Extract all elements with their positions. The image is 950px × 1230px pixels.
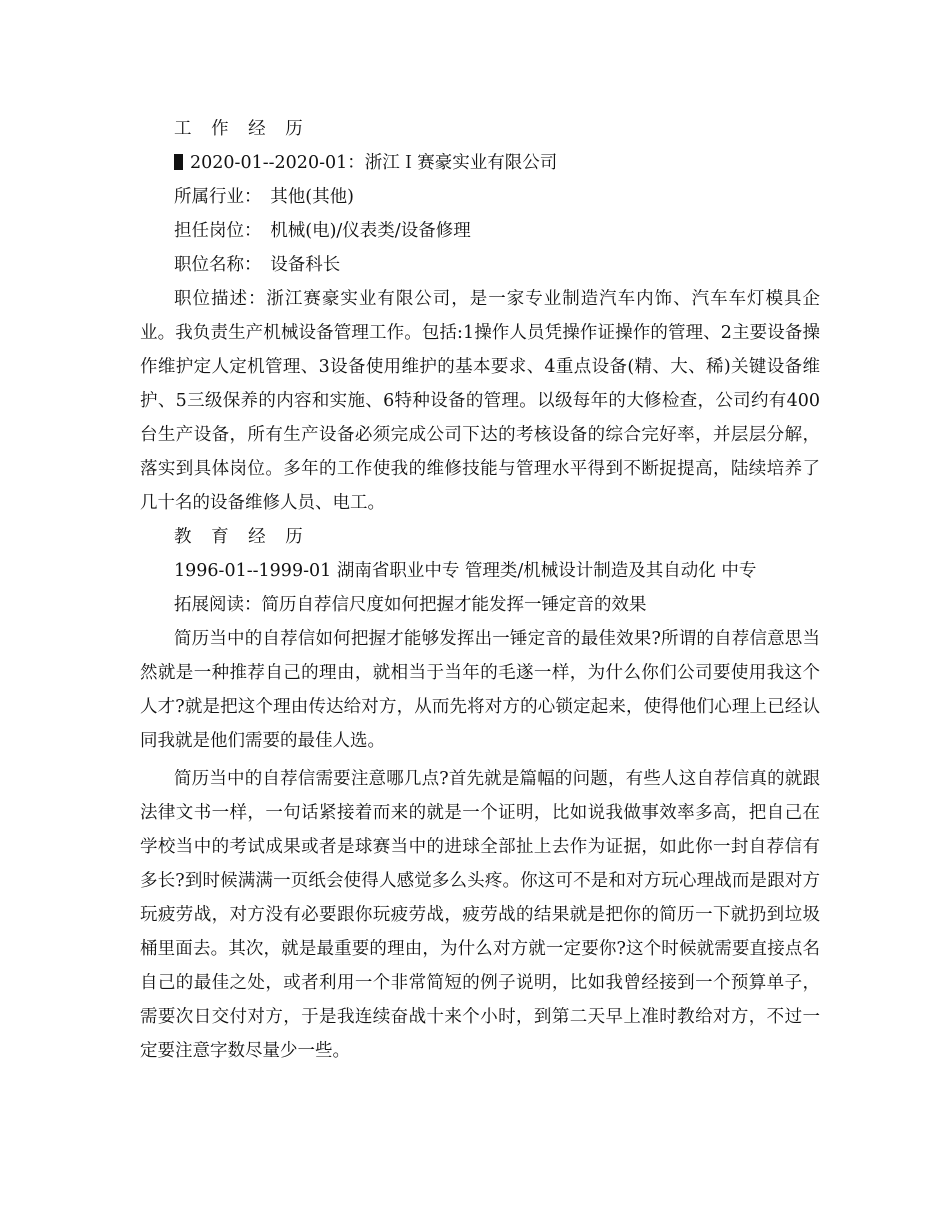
- job-position: 担任岗位： 机械(电)/仪表类/设备修理: [174, 221, 471, 241]
- extended-reading-heading: 拓展阅读：简历自荐信尺度如何把握才能发挥一锤定音的效果: [174, 595, 647, 615]
- work-experience-heading: 工 作 经 历: [174, 119, 310, 139]
- job-industry: 所属行业： 其他(其他): [174, 187, 354, 207]
- job-period-company-text: 2020-01--2020-01：浙江Ｉ赛豪实业有限公司: [190, 153, 558, 173]
- bullet-square-icon: [174, 154, 183, 170]
- job-title: 职位名称： 设备科长: [174, 255, 341, 275]
- education-entry: 1996-01--1999-01 湖南省职业中专 管理类/机械设计制造及其自动化 中专: [174, 561, 757, 581]
- extended-reading-paragraph-2: 简历当中的自荐信需要注意哪几点?首先就是篇幅的问题，有些人这自荐信真的就跟法律文书一样，一句话紧接着而来的就是一个证明，比如说我做事效率多高，把自己在学校当中的考试成果或者是球赛当中的进球全部扯上去作为证据，如此你一封自荐信有多长?到时候满满一页纸会使得人感觉多么头疼。你这可不是和对方玩心理战而是跟对方玩疲劳战，对方没有必要跟你玩疲劳战，疲劳战的结果就是把你的简历一下就扔到垃圾桶里面去。其次，就是最重要的理由，为什么对方就一定要你?这个时候就需要直接点名自己的最佳之处，或者利用一个非常简短的例子说明，比如我曾经接到一个预算单子，需要次日交付对方，于是我连续奋战十来个小时，到第二天早上准时教给对方，不过一定要注意字数尽量少一些。: [140, 769, 820, 1061]
- job-period-company: [140, 146, 820, 180]
- document-content: [140, 112, 820, 1068]
- education-heading: 教 育 经 历: [174, 527, 310, 547]
- extended-reading-paragraph-1: 简历当中的自荐信如何把握才能够发挥出一锤定音的最佳效果?所谓的自荐信意思当然就是一种推荐自己的理由，就相当于当年的毛遂一样，为什么你们公司要使用我这个人才?就是把这个理由传达给对方，从而先将对方的心锁定起来，使得他们心理上已经认同我就是他们需要的最佳人选。: [140, 629, 820, 751]
- job-description: 职位描述：浙江赛豪实业有限公司，是一家专业制造汽车内饰、汽车车灯模具企业。我负责生产机械设备管理工作。包括:1操作人员凭操作证操作的管理、2主要设备操作维护定人定机管理、3设备使用维护的基本要求、4重点设备(精、大、稀)关键设备维护、5三级保养的内容和实施、6特种设备的管理。以级每年的大修检查，公司约有400台生产设备，所有生产设备必须完成公司下达的考核设备的综合完好率，并层层分解，落实到具体岗位。多年的工作使我的维修技能与管理水平得到不断捉提高，陆续培养了几十名的设备维修人员、电工。: [140, 289, 820, 513]
